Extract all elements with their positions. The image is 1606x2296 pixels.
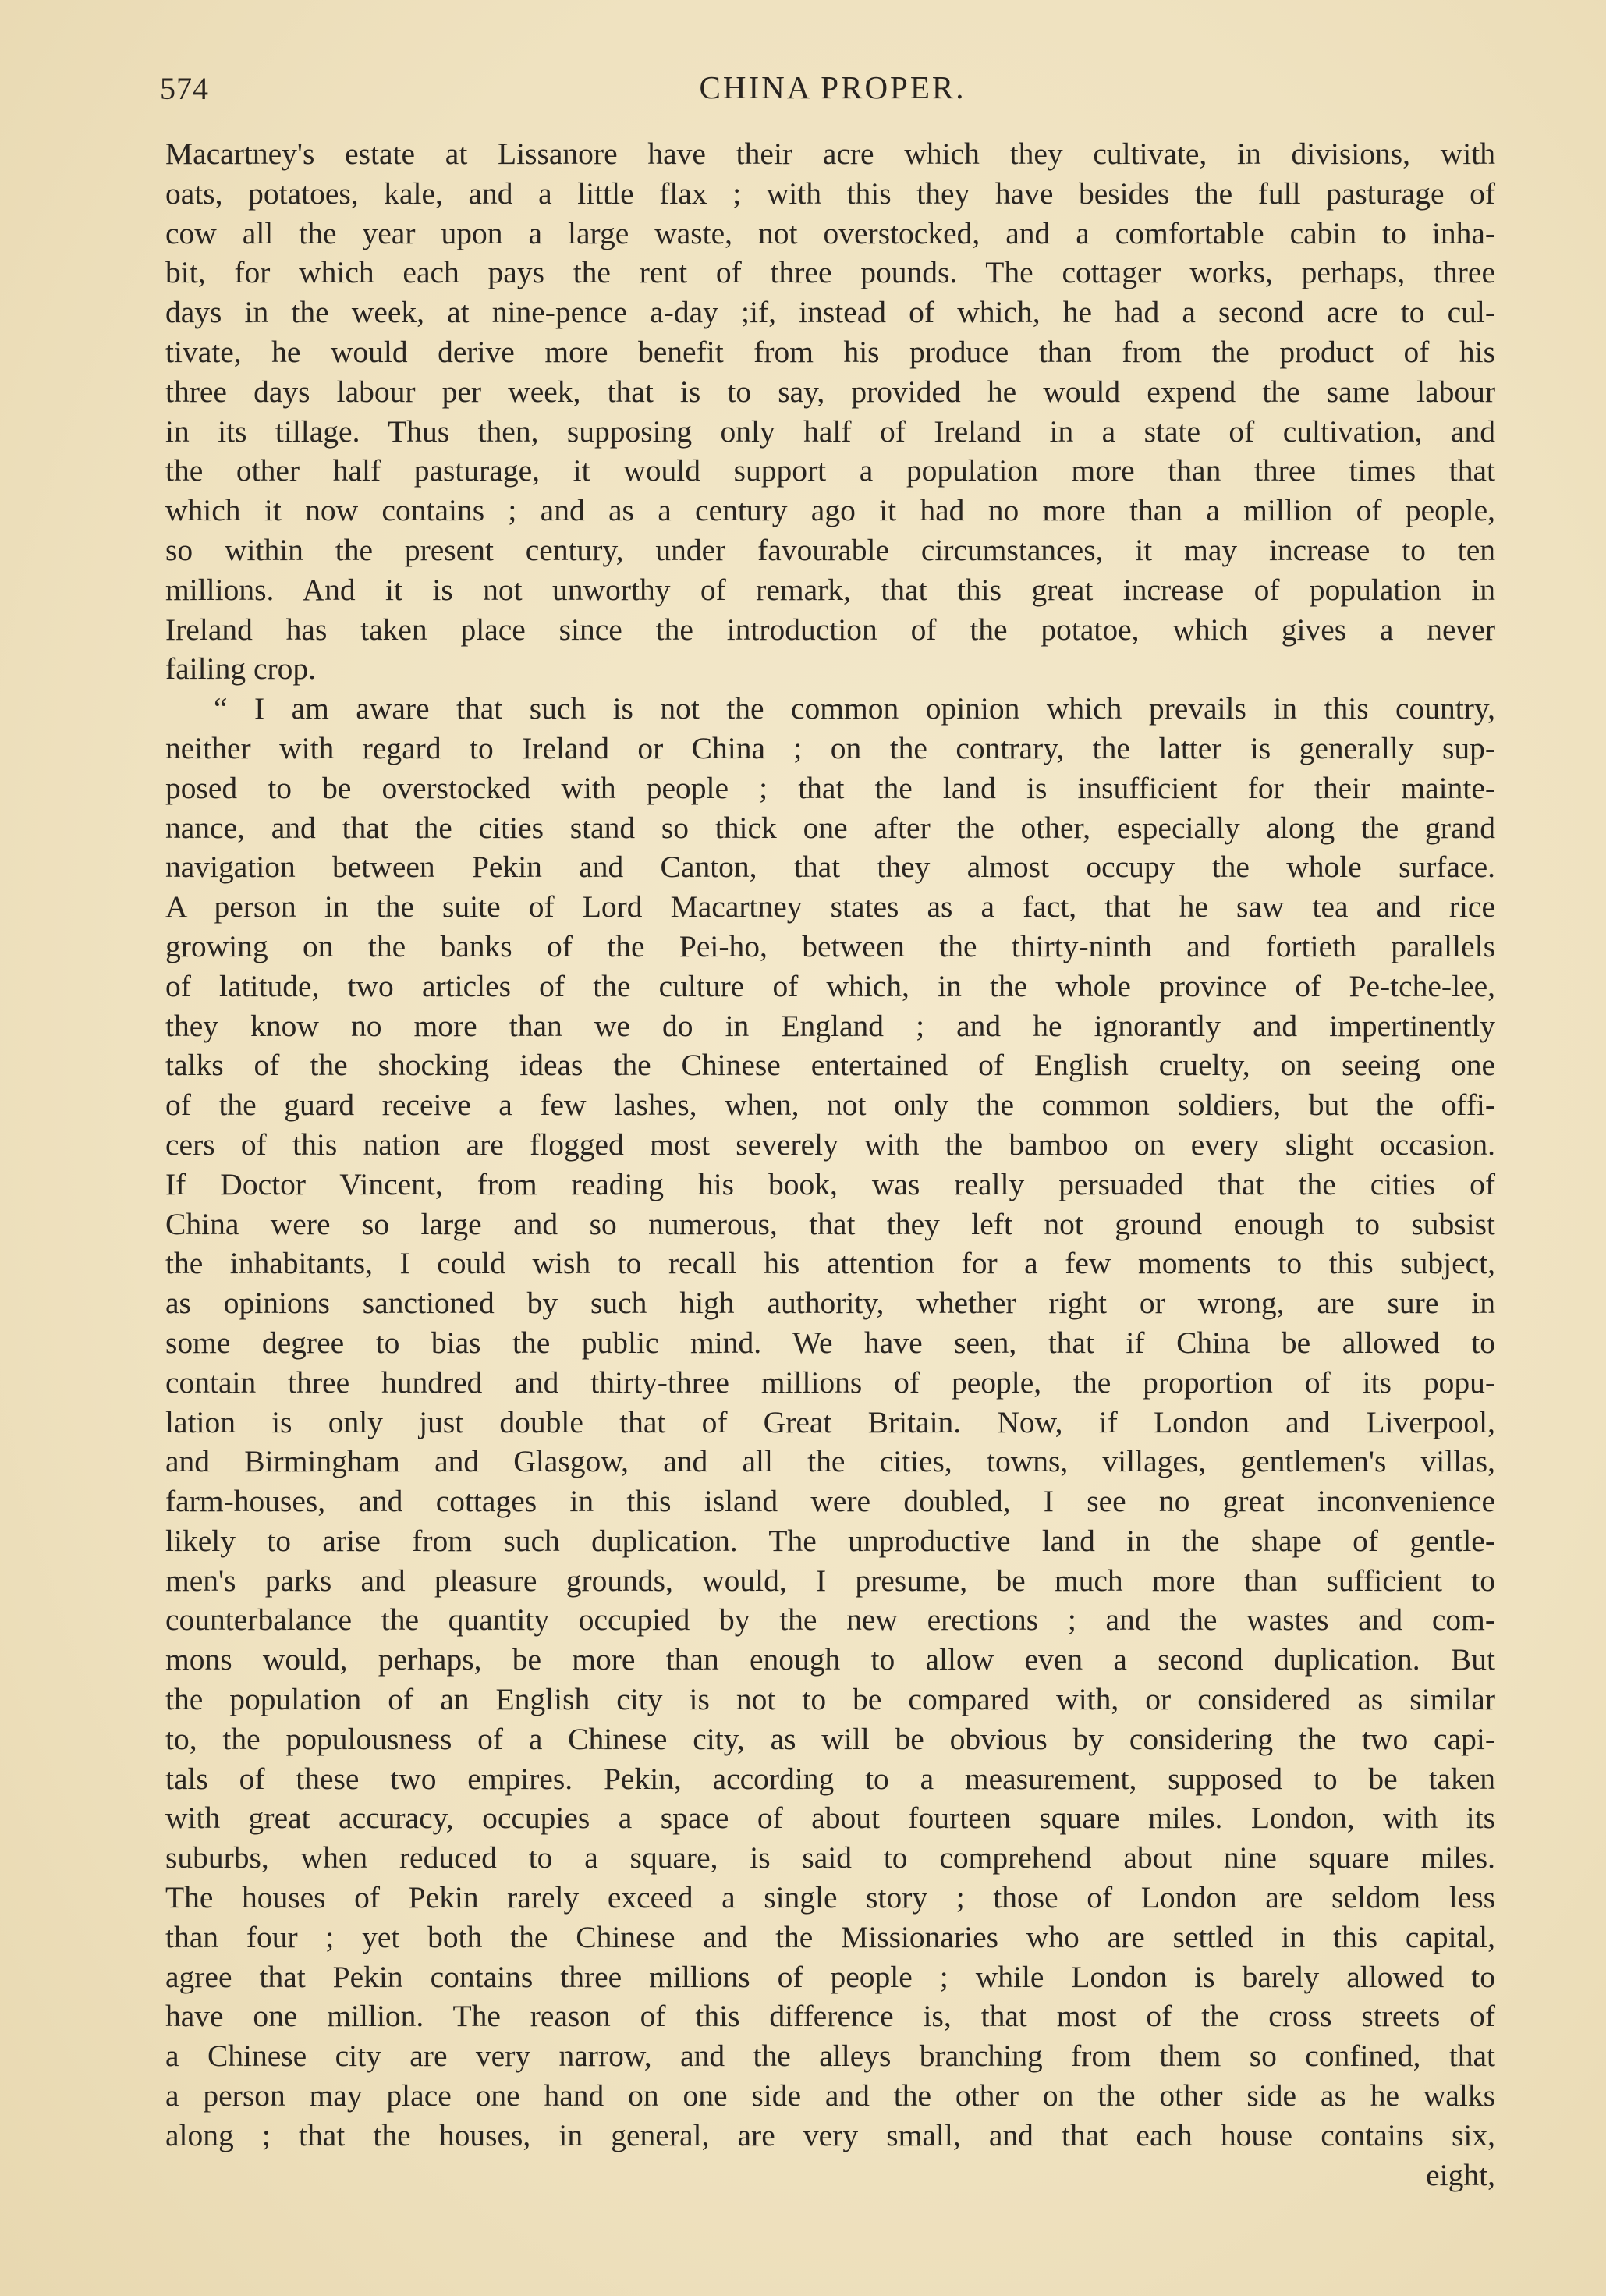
text-line: some degree to bias the public mind. We have seen, that if China be allowed to [165, 1325, 1495, 1360]
text-line: Ireland has taken place since the introduction of the potatoe, which gives a never [165, 612, 1495, 647]
text-line: the population of an English city is not to be compared with, or considered as similar [165, 1682, 1495, 1717]
text-line: growing on the banks of the Pei-ho, between the thirty-ninth and fortieth parallels [165, 928, 1495, 963]
text-line: men's parks and pleasure grounds, would, I presume, be much more than sufficient to [165, 1563, 1495, 1598]
text-line: A person in the suite of Lord Macartney states as a fact, that he saw tea and rice [165, 889, 1495, 924]
text-line: mons would, perhaps, be more than enough to allow even a second duplication. But [165, 1642, 1495, 1677]
text-line: have one million. The reason of this difference is, that most of the cross streets of [165, 1999, 1495, 2034]
page-header [160, 64, 1505, 111]
text-line: oats, potatoes, kale, and a little flax ; with this they have besides the full pasturage of [165, 176, 1495, 211]
text-line: neither with regard to Ireland or China ; on the contrary, the latter is generally sup- [165, 730, 1495, 765]
text-line: nance, and that the cities stand so thick one after the other, especially along the grand [165, 810, 1495, 845]
text-line: cow all the year upon a large waste, not overstocked, and a comfortable cabin to inha- [165, 215, 1495, 250]
text-line: a person may place one hand on one side and the other on the other side as he walks [165, 2078, 1495, 2113]
text-line: Macartney's estate at Lissanore have their acre which they cultivate, in divisions, with [165, 137, 1495, 171]
text-line: lation is only just double that of Great Britain. Now, if London and Liverpool, [165, 1404, 1495, 1439]
text-line: failing crop. [165, 651, 317, 687]
text-line: the inhabitants, I could wish to recall his attention for a few moments to this subject, [165, 1246, 1495, 1281]
text-line: likely to arise from such duplication. The unproductive land in the shape of gentle- [165, 1523, 1495, 1558]
text-line: so within the present century, under favourable circumstances, it may increase to ten [165, 532, 1495, 567]
text-line: days in the week, at nine-pence a-day ;if, instead of which, he had a second acre to cul- [165, 295, 1495, 330]
text-line: navigation between Pekin and Canton, that they almost occupy the whole surface. [165, 850, 1495, 885]
text-line: along ; that the houses, in general, are very small, and that each house contains six, [165, 2117, 1495, 2152]
text-line: talks of the shocking ideas the Chinese entertained of English cruelty, on seeing one [165, 1048, 1495, 1083]
text-line: If Doctor Vincent, from reading his book, was really persuaded that the cities of [165, 1166, 1495, 1201]
text-line: the other half pasturage, it would support a population more than three times that [165, 453, 1495, 488]
text-line: “ I am aware that such is not the common opinion which prevails in this country, [214, 691, 1495, 726]
text-line: tals of these two empires. Pekin, according to a measurement, supposed to be taken [165, 1761, 1495, 1796]
text-line: as opinions sanctioned by such high authority, whether right or wrong, are sure in [165, 1286, 1495, 1321]
text-line: farm-houses, and cottages in this island were doubled, I see no great inconvenience [165, 1484, 1495, 1519]
text-line: which it now contains ; and as a century ago it had no more than a million of people, [165, 493, 1495, 528]
text-line: China were so large and so numerous, that they left not ground enough to subsist [165, 1206, 1495, 1241]
text-line: bit, for which each pays the rent of three pounds. The cottager works, perhaps, three [165, 255, 1495, 290]
text-line: and Birmingham and Glasgow, and all the cities, towns, villages, gentlemen's villas, [165, 1444, 1495, 1479]
text-line: tivate, he would derive more benefit from his produce than from the product of his [165, 334, 1495, 369]
text-line: they know no more than we do in England ; and he ignorantly and impertinently [165, 1008, 1495, 1043]
text-line: posed to be overstocked with people ; that the land is insufficient for their mainte- [165, 770, 1495, 805]
text-line: of the guard receive a few lashes, when, not only the common soldiers, but the offi- [165, 1088, 1495, 1123]
text-line: suburbs, when reduced to a square, is said to comprehend about nine square miles. [165, 1840, 1495, 1875]
catchword: eight, [1426, 2157, 1495, 2192]
text-line: three days labour per week, that is to say, provided he would expend the same labour [165, 374, 1495, 409]
text-line: millions. And it is not unworthy of remark, that this great increase of population in [165, 572, 1495, 607]
text-line: than four ; yet both the Chinese and the Missionaries who are settled in this capital, [165, 1919, 1495, 1954]
text-line: in its tillage. Thus then, supposing only half of Ireland in a state of cultivation, and [165, 413, 1495, 449]
page-number: 574 [160, 71, 209, 106]
text-line: The houses of Pekin rarely exceed a single story ; those of London are seldom less [165, 1880, 1495, 1915]
text-line: of latitude, two articles of the culture of which, in the whole province of Pe-tche-lee, [165, 968, 1495, 1003]
text-line: cers of this nation are flogged most severely with the bamboo on every slight occasion. [165, 1127, 1495, 1162]
text-line: agree that Pekin contains three millions of people ; while London is barely allowed to [165, 1959, 1495, 1994]
text-line: a Chinese city are very narrow, and the alleys branching from them so confined, that [165, 2039, 1495, 2074]
text-line: counterbalance the quantity occupied by the new erections ; and the wastes and com- [165, 1602, 1495, 1638]
text-line: to, the populousness of a Chinese city, as will be obvious by considering the two capi- [165, 1721, 1495, 1756]
text-line: contain three hundred and thirty-three millions of people, the proportion of its popu- [165, 1364, 1495, 1400]
body-text [165, 134, 1495, 2195]
running-title: CHINA PROPER. [699, 69, 966, 105]
text-line: with great accuracy, occupies a space of about fourteen square miles. London, with its [165, 1801, 1495, 1836]
